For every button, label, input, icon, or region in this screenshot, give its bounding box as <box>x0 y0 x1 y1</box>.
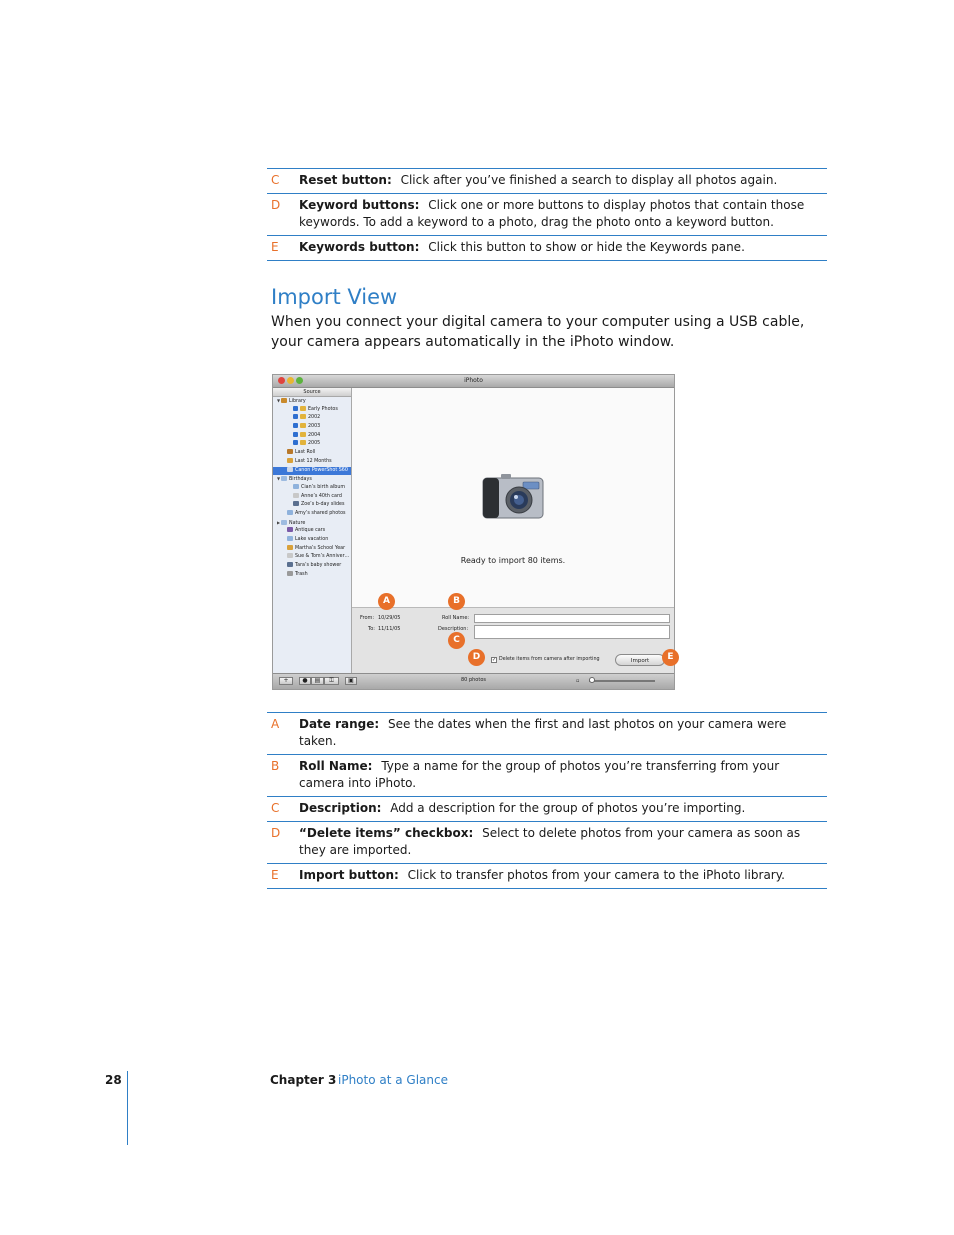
callout-letter: E <box>271 868 279 882</box>
screen-icon: ▣ <box>348 677 354 684</box>
folder-icon <box>300 423 306 428</box>
plus-icon: + <box>283 677 289 684</box>
checkbox-icon[interactable] <box>293 414 298 419</box>
callout-badge-b: B <box>448 593 465 610</box>
callout-letter: C <box>271 173 280 187</box>
source-item[interactable] <box>273 440 351 449</box>
page-number: 28 <box>105 1073 122 1087</box>
source-item-label: Antique cars <box>295 528 326 534</box>
to-date-value: 11/11/05 <box>378 626 401 632</box>
callout-term: Roll Name: <box>299 759 373 773</box>
window-titlebar <box>273 375 674 388</box>
callout-badge-a: A <box>378 593 395 610</box>
source-item-label: Cian’s birth album <box>301 484 346 490</box>
source-item-label: Last 12 Months <box>295 458 332 464</box>
import-info-panel <box>352 607 674 675</box>
trash-icon <box>287 571 293 576</box>
folder-icon <box>281 520 287 525</box>
source-item-label: Lake vacation <box>295 537 329 542</box>
callout-term: Keywords button: <box>299 240 420 254</box>
folder-icon <box>300 432 306 437</box>
callout-badge-e: E <box>662 649 679 666</box>
callout-row <box>267 755 827 797</box>
source-item[interactable] <box>273 562 351 571</box>
source-item-label: 2005 <box>308 441 321 447</box>
callout-description: Add a description for the group of photos you’re importing. <box>390 801 746 815</box>
callout-table-bottom <box>267 712 827 889</box>
delete-items-checkbox[interactable] <box>491 657 497 663</box>
camera-icon <box>287 467 293 472</box>
calendar-icon <box>287 545 293 550</box>
source-item[interactable] <box>273 467 351 476</box>
source-item[interactable] <box>273 406 351 415</box>
footer-chapter-title[interactable]: iPhoto at a Glance <box>338 1073 448 1087</box>
checkbox-icon[interactable] <box>293 440 298 445</box>
footer-chapter-label: Chapter 3 <box>270 1073 337 1087</box>
card-icon <box>293 493 299 498</box>
library-icon <box>281 398 287 403</box>
source-item[interactable] <box>273 475 351 484</box>
source-item[interactable] <box>273 519 351 528</box>
minimize-window-button[interactable] <box>287 377 294 384</box>
roll-name-input[interactable] <box>474 614 670 623</box>
footer-divider <box>127 1071 128 1145</box>
source-item[interactable] <box>273 571 351 580</box>
description-label: Description: <box>438 626 469 632</box>
source-item-label: Tara’s baby shower <box>295 563 342 569</box>
callout-description: Click this button to show or hide the Keywords pane. <box>428 240 745 254</box>
checkbox-icon[interactable] <box>293 423 298 428</box>
callout-row <box>267 194 827 236</box>
folder-icon <box>281 476 287 481</box>
source-item[interactable] <box>273 432 351 441</box>
source-item-label: Sue & Tom’s Anniver… <box>295 554 350 560</box>
from-date-value: 10/29/05 <box>378 615 401 621</box>
ready-to-import-text: Ready to import 80 items. <box>460 556 566 565</box>
zoom-slider-knob[interactable] <box>589 677 595 683</box>
from-label: From: <box>360 615 375 621</box>
camera-icon <box>481 472 545 520</box>
source-item-label: Trash <box>295 571 308 577</box>
source-item[interactable] <box>273 493 351 502</box>
source-item-label: 2003 <box>308 424 321 430</box>
source-item-label: Martha’s School Year <box>295 545 346 551</box>
source-item[interactable] <box>273 484 351 493</box>
callout-letter: B <box>271 759 280 773</box>
zoom-slider[interactable] <box>589 680 655 682</box>
source-item[interactable] <box>273 414 351 423</box>
callout-description: Click one or more buttons to display photos that contain those keywords. To add a keyword to a photo, drag the photo onto a keyword button. <box>299 198 805 229</box>
source-item[interactable] <box>273 553 351 562</box>
source-item-label: Amy’s shared photos <box>295 510 346 516</box>
source-item-label: Library <box>289 399 306 404</box>
callout-letter: E <box>271 240 279 254</box>
callout-description: Select to delete photos from your camera as soon as they are imported. <box>299 826 801 857</box>
callout-term: Reset button: <box>299 173 392 187</box>
calendar-icon: ▤ <box>314 677 321 684</box>
calendar-icon <box>287 458 293 463</box>
callout-row <box>267 864 827 889</box>
iphoto-window-screenshot <box>272 374 675 690</box>
source-item[interactable] <box>273 501 351 510</box>
intro-paragraph: When you connect your digital camera to your computer using a USB cable, your camera appears automatically in the iPhoto window. <box>271 314 805 350</box>
source-item[interactable] <box>273 423 351 432</box>
source-item[interactable] <box>273 510 351 519</box>
checkmark-icon: ✓ <box>492 657 497 663</box>
disclosure-triangle-icon[interactable]: ▶ <box>277 519 281 525</box>
callout-row <box>267 169 827 194</box>
info-icon: ● <box>302 677 308 684</box>
callout-description: Type a name for the group of photos you’re transferring from your camera into iPhoto. <box>299 759 780 790</box>
disclosure-triangle-icon[interactable]: ▼ <box>277 398 281 403</box>
source-item-label: Birthdays <box>289 477 312 483</box>
source-item[interactable] <box>273 449 351 458</box>
folder-icon <box>300 406 306 411</box>
callout-term: Date range: <box>299 717 380 731</box>
album-icon <box>293 484 299 489</box>
small-photo-icon: ▫ <box>576 678 580 684</box>
source-item[interactable] <box>273 545 351 554</box>
key-icon: ⚿ <box>329 677 334 684</box>
callout-letter: A <box>271 717 280 731</box>
slides-icon <box>287 562 293 567</box>
close-window-button[interactable] <box>278 377 285 384</box>
folder-icon <box>300 440 306 445</box>
source-item[interactable] <box>273 527 351 536</box>
callout-row <box>267 822 827 864</box>
description-input[interactable] <box>474 625 670 639</box>
callout-badge-c: C <box>448 632 465 649</box>
source-item-label: 2002 <box>308 415 321 421</box>
source-item-label: Last Roll <box>295 450 316 456</box>
source-header: Source <box>273 388 351 397</box>
callout-row <box>267 797 827 822</box>
source-list <box>273 397 351 579</box>
callout-description: Click to transfer photos from your camera to the iPhoto library. <box>407 868 785 882</box>
source-item-label: Canon PowerShot S60 <box>295 467 348 473</box>
source-item[interactable] <box>273 458 351 467</box>
photo-count: 80 photos <box>461 677 486 683</box>
book-icon <box>287 527 293 532</box>
callout-row <box>267 713 827 755</box>
checkbox-icon[interactable] <box>293 406 298 411</box>
section-title: Import View <box>271 285 398 309</box>
disclosure-triangle-icon[interactable]: ▼ <box>277 476 281 482</box>
roll-name-label: Roll Name: <box>442 615 470 621</box>
source-item-label: Anne’s 40th card <box>301 493 342 499</box>
bottom-toolbar <box>273 673 674 689</box>
source-item-label: Zoe’s b-day slides <box>301 502 345 508</box>
source-pane <box>273 388 352 674</box>
source-item-label: Nature <box>289 520 306 526</box>
callout-letter: D <box>271 826 281 840</box>
callout-letter: D <box>271 198 281 212</box>
folder-icon <box>300 414 306 419</box>
callout-term: Import button: <box>299 868 399 882</box>
source-item-label: 2004 <box>308 432 321 438</box>
album-icon <box>287 536 293 541</box>
delete-items-label: Delete items from camera after importing <box>499 657 600 662</box>
source-item[interactable] <box>273 536 351 545</box>
callout-description: See the dates when the first and last photos on your camera were taken. <box>299 717 787 748</box>
callout-badge-d: D <box>468 649 485 666</box>
source-item[interactable] <box>273 397 351 406</box>
source-item-label: Early Photos <box>308 406 338 412</box>
import-view-area <box>352 388 674 607</box>
card-icon <box>287 553 293 558</box>
shared-icon <box>287 510 293 515</box>
callout-table-top <box>267 168 827 261</box>
roll-icon <box>287 449 293 454</box>
callout-letter: C <box>271 801 280 815</box>
callout-term: “Delete items” checkbox: <box>299 826 474 840</box>
callout-description: Click after you’ve finished a search to display all photos again. <box>400 173 778 187</box>
checkbox-icon[interactable] <box>293 432 298 437</box>
import-button[interactable]: Import <box>615 654 665 666</box>
callout-row <box>267 236 827 261</box>
callout-term: Keyword buttons: <box>299 198 420 212</box>
zoom-window-button[interactable] <box>296 377 303 384</box>
to-label: To: <box>368 626 375 632</box>
callout-term: Description: <box>299 801 382 815</box>
slides-icon <box>293 501 299 506</box>
window-title: iPhoto <box>464 377 483 384</box>
